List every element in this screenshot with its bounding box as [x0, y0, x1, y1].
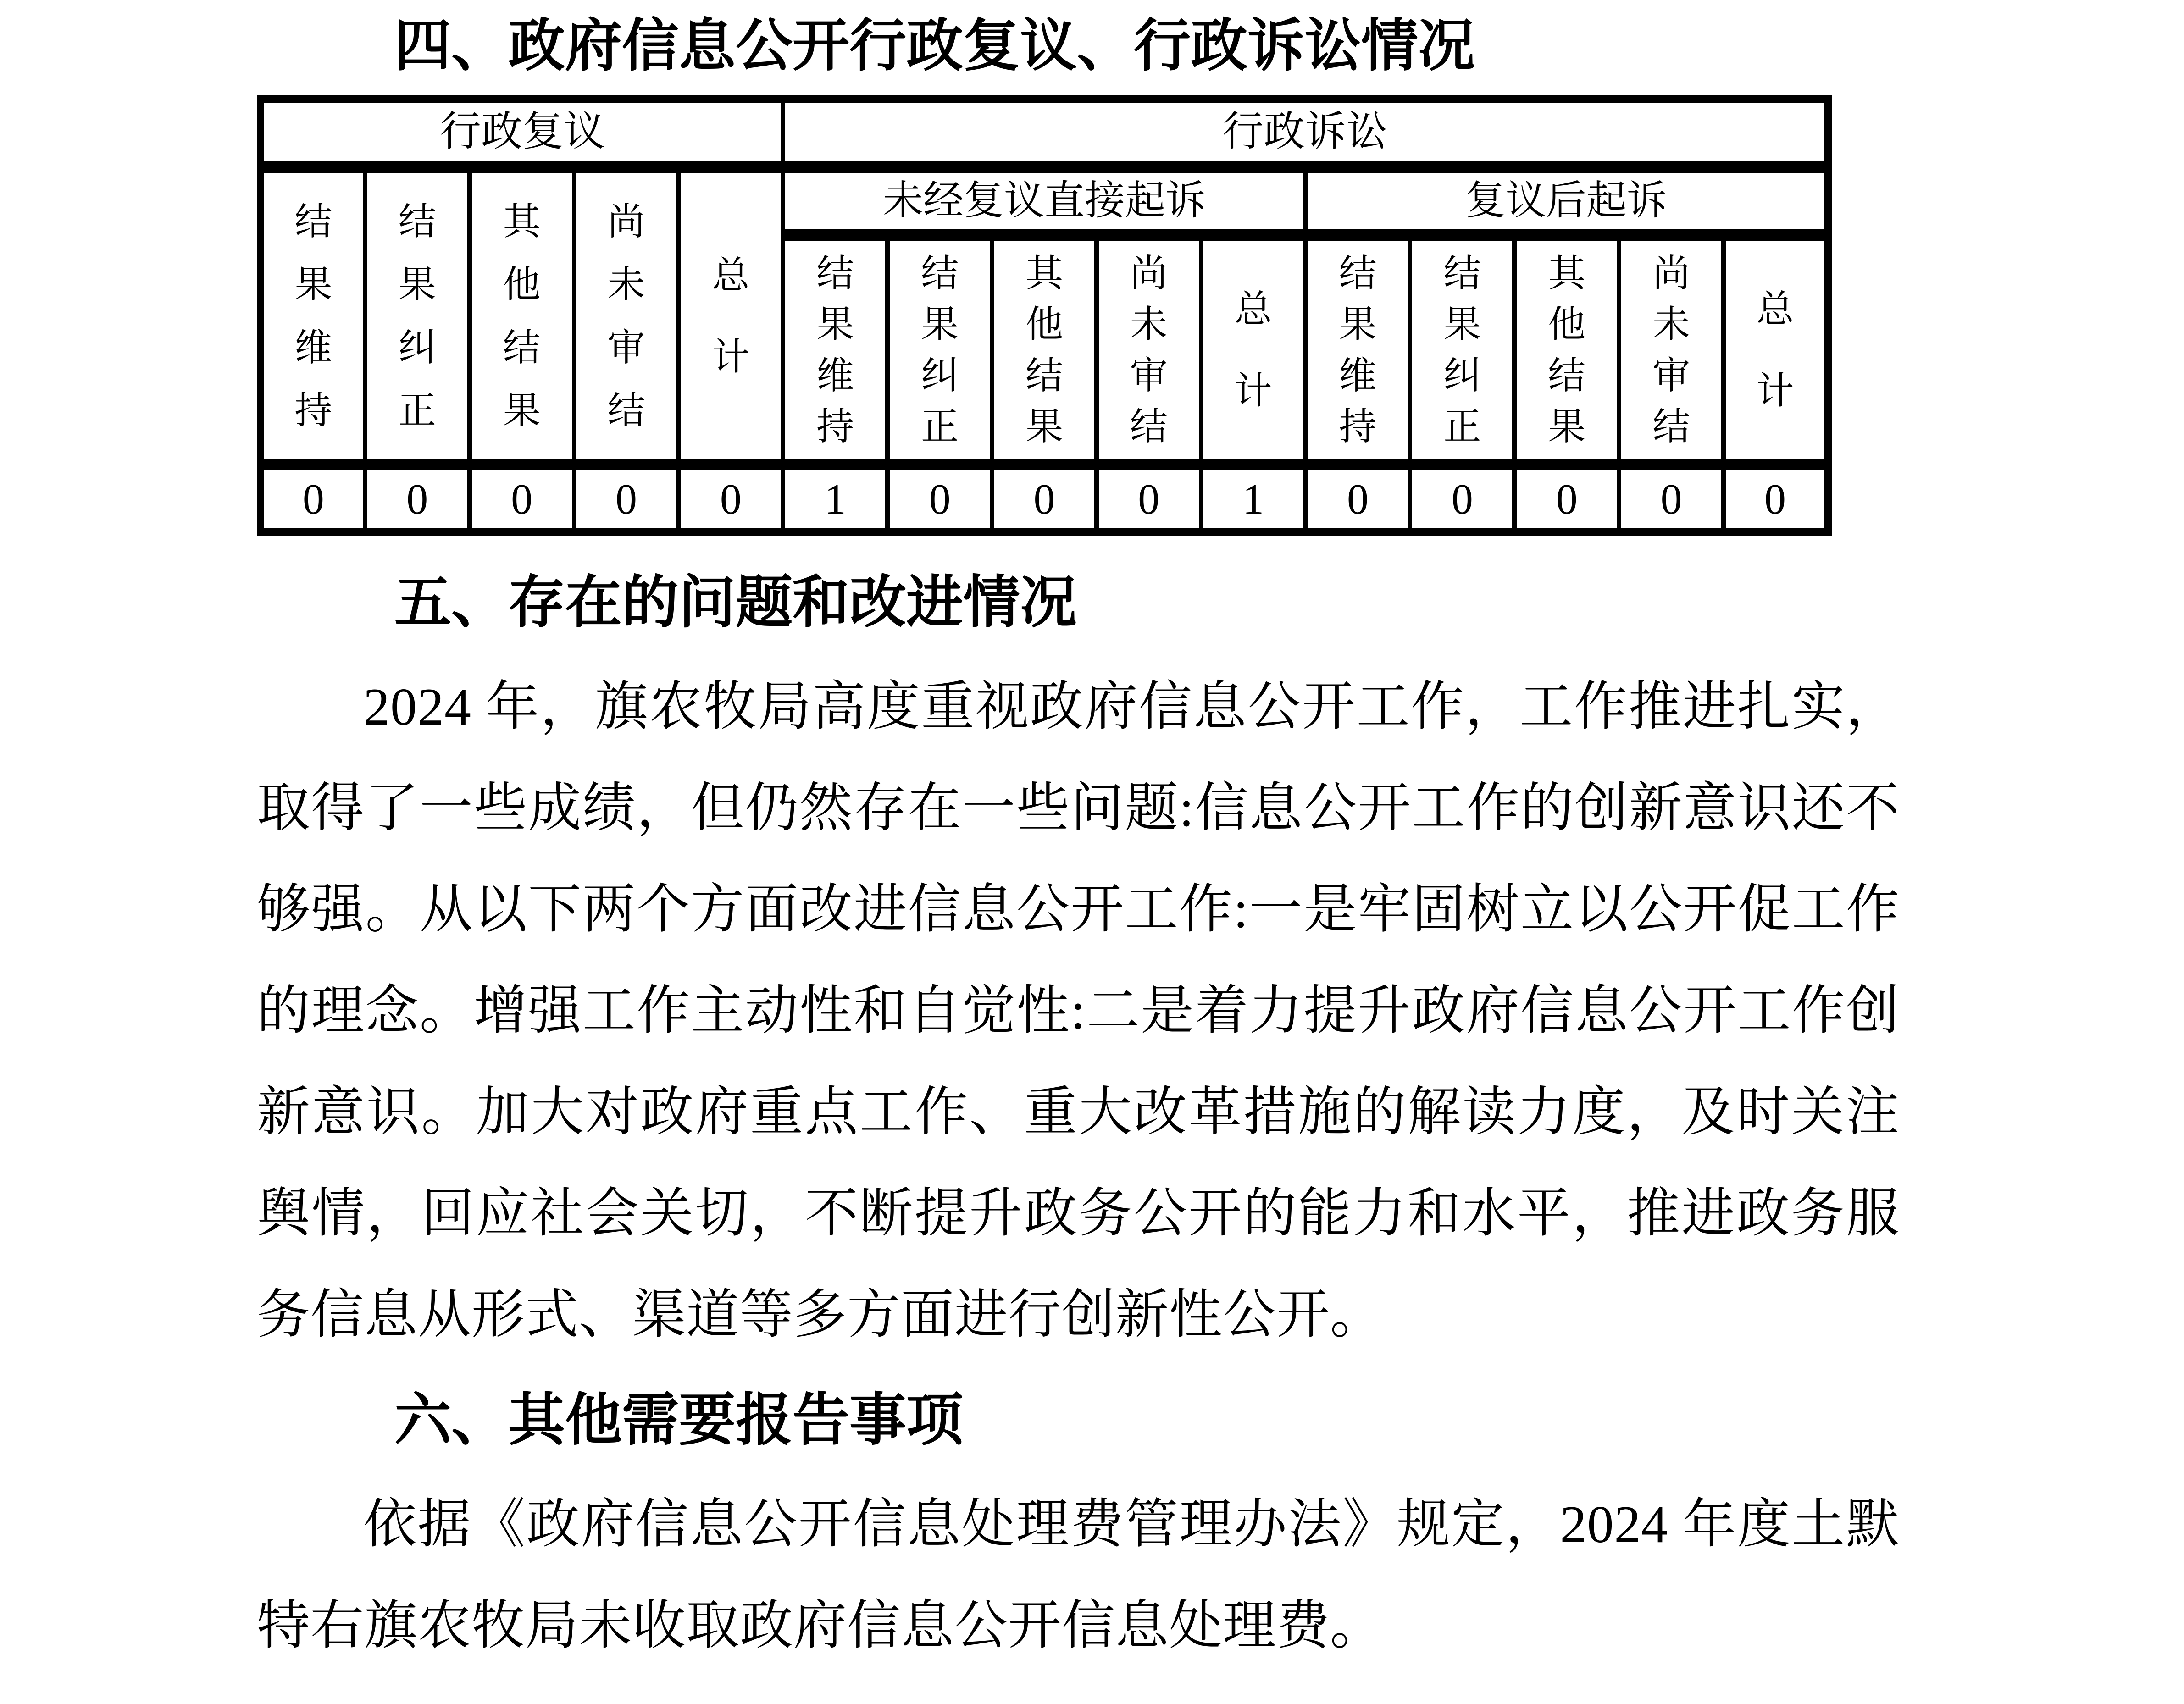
- section6-paragraph: 依据《政府信息公开信息处理费管理办法》规定，2024 年度土默特右旗农牧局未收取政府信息公开信息处理费。: [257, 1495, 1900, 1655]
- direct-col-header-total: 总 计: [1201, 235, 1306, 465]
- after-col-header-result-upheld: 结 果 维 持: [1306, 235, 1410, 465]
- value-direct-result-upheld: 1: [783, 465, 887, 532]
- review-col-header-total: 总 计: [678, 167, 783, 465]
- group-header-reconsideration: 行政复议: [261, 99, 783, 167]
- group-header-litigation: 行政诉讼: [783, 99, 1828, 167]
- sub-header-after-reconsideration: 复议后起诉: [1306, 167, 1828, 235]
- value-direct-other-result: 0: [992, 465, 1097, 532]
- review-col-header-result-corrected: 结 果 纠 正: [365, 167, 470, 465]
- direct-col-header-result-upheld: 结 果 维 持: [783, 235, 887, 465]
- after-col-header-other-result: 其 他 结 果: [1514, 235, 1619, 465]
- value-after-other-result: 0: [1514, 465, 1619, 532]
- table-data-row: [261, 465, 1828, 532]
- value-after-result-upheld: 0: [1306, 465, 1410, 532]
- section5-paragraph: 2024 年，旗农牧局高度重视政府信息公开工作，工作推进扎实，取得了一些成绩，但仍然存在一些问题:信息公开工作的创新意识还不够强。从以下两个方面改进信息公开工作:一是牢固树立以公开促工作的理念。增强工作主动性和自觉性:二是着力提升政府信息公开工作创新意识。加大对政府重点工作、重大改革措施的解读力度，及时关注舆情，回应社会关切，不断提升政务公开的能力和水平，推进政务服务信息从形式、渠道等多方面进行创新性公开。: [257, 678, 1900, 1344]
- direct-col-header-result-corrected: 结 果 纠 正: [887, 235, 992, 465]
- section6-title: 六、其他需要报告事项: [394, 1389, 964, 1452]
- value-after-result-corrected: 0: [1410, 465, 1514, 532]
- section4-title: 四、政府信息公开行政复议、行政诉讼情况: [394, 14, 1475, 77]
- after-col-header-total: 总 计: [1724, 235, 1828, 465]
- value-review-result-upheld: 0: [261, 465, 365, 532]
- section5-title: 五、存在的问题和改进情况: [394, 571, 1077, 634]
- direct-col-header-other-result: 其 他 结 果: [992, 235, 1097, 465]
- value-after-total: 0: [1724, 465, 1828, 532]
- value-review-result-corrected: 0: [365, 465, 470, 532]
- value-review-other-result: 0: [470, 465, 574, 532]
- value-after-pending: 0: [1619, 465, 1724, 532]
- after-col-header-pending: 尚 未 审 结: [1619, 235, 1724, 465]
- after-col-header-result-corrected: 结 果 纠 正: [1410, 235, 1514, 465]
- value-direct-pending: 0: [1097, 465, 1201, 532]
- sub-header-direct-litigation: 未经复议直接起诉: [783, 167, 1305, 235]
- value-direct-result-corrected: 0: [887, 465, 992, 532]
- review-col-header-result-upheld: 结 果 维 持: [261, 167, 365, 465]
- admin-review-litigation-table: [257, 95, 1832, 536]
- value-review-total: 0: [678, 465, 783, 532]
- review-col-header-pending: 尚 未 审 结: [574, 167, 679, 465]
- direct-col-header-pending: 尚 未 审 结: [1097, 235, 1201, 465]
- review-col-header-other-result: 其 他 结 果: [470, 167, 574, 465]
- value-direct-total: 1: [1201, 465, 1306, 532]
- value-review-pending: 0: [574, 465, 679, 532]
